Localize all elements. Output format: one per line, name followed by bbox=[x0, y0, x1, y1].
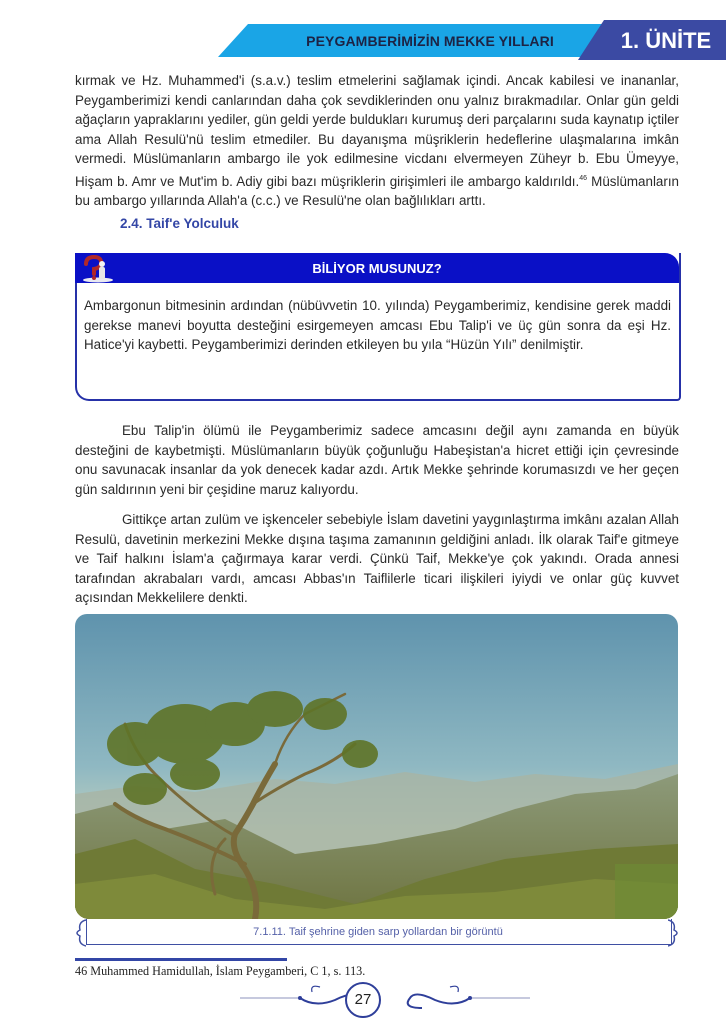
paragraph-text: Gittikçe artan zulüm ve işkenceler sebebiyle İslam davetini yaygınlaştırma imkânı azalan Allah Resulü, davetinin merkezini Mekke dışına taşıma zamanının geldiğini anladı. İlk olarak Taif'e gitmeye ve Taif halkını İslam'a çağırmaya karar verdi. Çünkü Taif, Mekke'ye çok yakındı. Orada annesi tarafından akrabaları vardı, amcası Abbas'ın Taiflilerle ticari ilişkileri iyiydi ve onlar güç kuvvet açısından Mekkelilere denkti. bbox=[75, 512, 679, 605]
footnote-reference[interactable]: 46 bbox=[579, 174, 588, 182]
body-paragraph-2 bbox=[75, 421, 679, 499]
landscape-photo bbox=[75, 614, 678, 919]
body-paragraph-3 bbox=[75, 510, 679, 608]
paragraph-text-end: Müslümanların bu ambargo yıllarında Allah'a (c.c.) ve Resulü'ne olan bağlılıkları arttı. bbox=[75, 173, 679, 208]
info-box-title: BİLİYOR MUSUNUZ? bbox=[312, 261, 442, 276]
paragraph-text: Ebu Talip'in ölümü ile Peygamberimiz sadece amcasını değil aynı zamanda en büyük desteğini de kaybetmişti. Müslümanların büyük çoğunluğu Habeşistan'a hicret ettiği için çevresinde onu savunacak insanlar da yok denecek kadar azdı. Artık Mekke şehrinde korumasızdı ve her geçen gün saldırının yeni bir çeşidine maruz kalıyordu. bbox=[75, 423, 679, 497]
info-box-text: Ambargonun bitmesinin ardından (nübüvvetin 10. yılında) Peygamberimiz, kendisine gerek maddi gerekse manevi boyutta desteğini esirgemeyen amcası Ebu Talip'i ve üç gün sonra da eşi Hz. Hatice'yi kaybetti. Peygamberimizi derinden etkileyen bu yıla “Hüzün Yılı” denilmiştir. bbox=[84, 298, 671, 353]
unit-label: 1. ÜNİTE bbox=[620, 28, 712, 53]
caption-curl-left-ornament bbox=[72, 918, 86, 948]
body-paragraph-1 bbox=[75, 71, 679, 211]
section-heading: 2.4. Taif'e Yolculuk bbox=[120, 216, 239, 231]
caption-curl-right-ornament bbox=[668, 918, 682, 948]
footnote-text: 46 Muhammed Hamidullah, İslam Peygamberi, C 1, s. 113. bbox=[75, 964, 366, 978]
mountain-tree-image bbox=[75, 614, 678, 919]
figure-caption: 7.1.11. Taif şehrine giden sarp yollardan bir görüntü bbox=[253, 926, 503, 938]
chapter-title: PEYGAMBERİMİZİN MEKKE YILLARI bbox=[306, 33, 554, 49]
footnote-divider bbox=[75, 958, 287, 961]
paragraph-text: kırmak ve Hz. Muhammed'i (s.a.v.) teslim etmelerini sağlamak içindi. Ancak kabilesi ve inananlar, Peygamberimizi kendi canlarından daha çok sevdiklerinden onu yalnız bırakmadılar. Onlar gün geldi ağaçların yapraklarını yediler, gün geldi yerde buldukları kurumuş deri parçalarını suda kaynatıp içtiler ama Allah Resulü'nü teslim etmediler. Bu dayanışma müşriklerin hedeflerine ulaşmalarına imkân vermedi. Müslümanların ambargo ile yok edilmesine vicdanı elvermeyen Züheyr b. Ebu Ümeyye, Hişam b. Amr ve Mut'im b. Adiy gibi bazı müşriklerin girişimleri ile ambargo kaldırıldı. bbox=[75, 73, 679, 189]
page-number-ornament bbox=[240, 978, 530, 1022]
page-number: 27 bbox=[354, 991, 372, 1008]
